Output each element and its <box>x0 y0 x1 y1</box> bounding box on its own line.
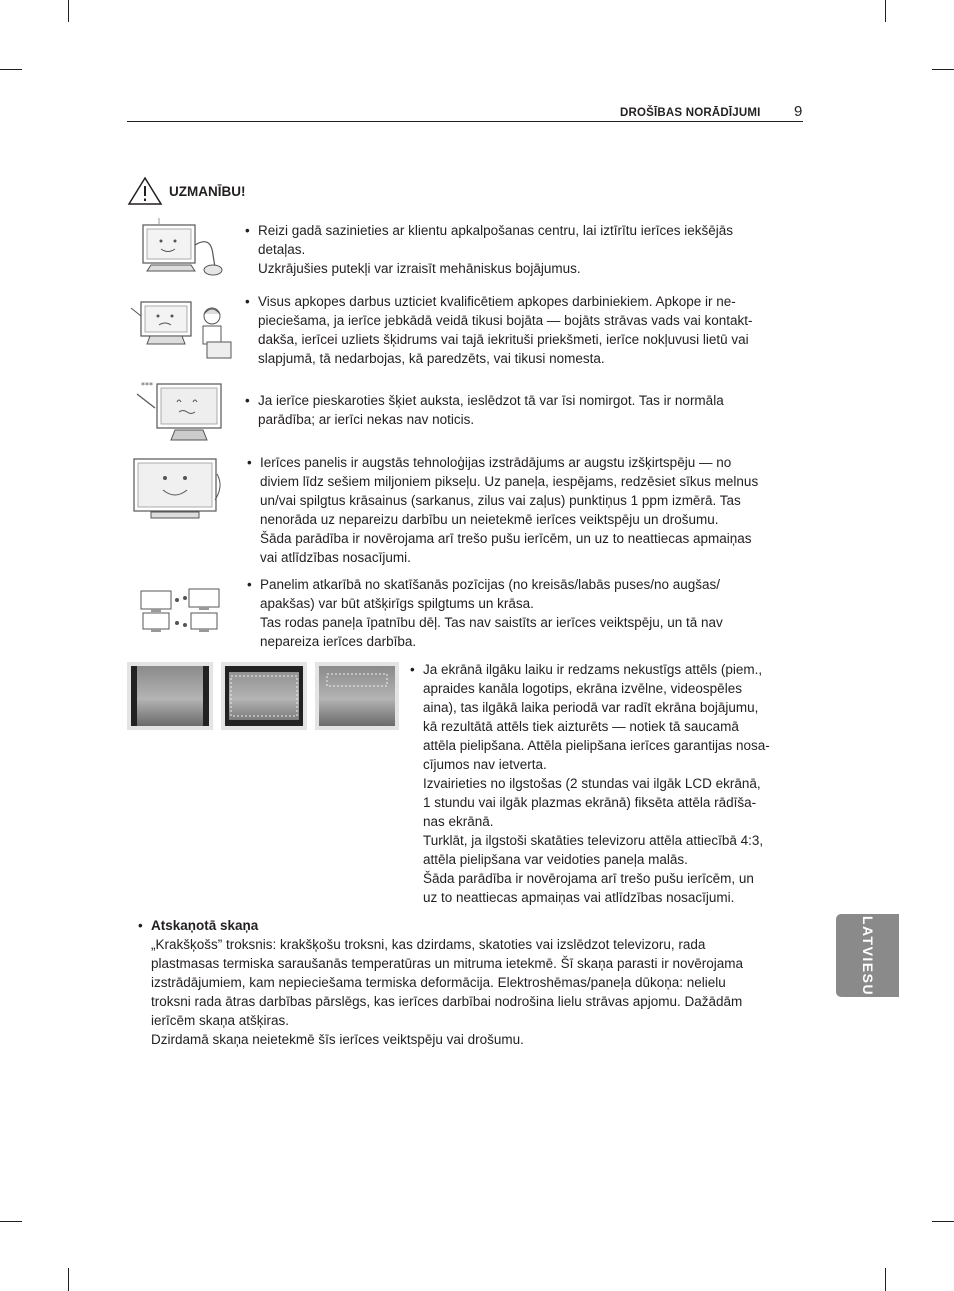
image-sticking-illustration <box>127 662 399 730</box>
item-line: nas ekrānā. <box>423 814 494 829</box>
noise-line: „Krakšķošs” troksnis: krakšķošu troksni, kas dzirdams, skatoties vai izslēdzot televizoru, rada <box>151 937 706 952</box>
caution-item-6 <box>410 660 800 907</box>
item-line: Šāda parādība ir novērojama arī trešo pušu ierīcēm, un <box>423 871 754 886</box>
caution-item-3 <box>245 391 795 429</box>
noise-section <box>138 916 798 1049</box>
item-line: Ja ierīce pieskaroties šķiet auksta, ieslēdzot tā var īsi nomirgot. Tas ir normāla <box>258 393 724 408</box>
caution-item-5 <box>247 575 797 651</box>
item-line: Ierīces panelis ir augstās tehnoloģijas izstrādājums ar augstu izšķirtspēju — no <box>260 455 732 470</box>
page-number: 9 <box>794 103 803 120</box>
caution-item-2 <box>245 292 795 368</box>
item-line: attēla pielipšana var veidoties paneļa malās. <box>423 852 688 867</box>
svg-text:***: *** <box>141 381 153 390</box>
item-line: Izvairieties no ilgstošas (2 stundas vai ilgāk LCD ekrānā, <box>423 776 761 791</box>
item-line: aina), tas ilgākā laika periodā var radīt ekrāna bojājumu, <box>423 700 759 715</box>
bullet: • <box>247 577 252 592</box>
bullet: • <box>410 662 415 677</box>
tv-viewing-angle-illustration <box>137 585 227 637</box>
crop-mark <box>0 1221 22 1222</box>
item-line: dakša, ierīcei uzliets šķidrums vai tajā iekrituši priekšmeti, ierīce nokļuvusi lietū vai <box>258 332 749 347</box>
language-tab <box>836 914 899 997</box>
noise-title: Atskaņotā skaņa <box>151 918 259 933</box>
item-line: attēla pielipšana. Attēla pielipšana ierīces garantijas nosa- <box>423 738 770 753</box>
item-line: Turklāt, ja ilgstoši skatāties televizoru attēla attiecībā 4:3, <box>423 833 764 848</box>
caution-label: UZMANĪBU! <box>169 183 246 199</box>
crop-mark <box>885 0 886 22</box>
item-line: detaļas. <box>258 242 306 257</box>
caution-item-4 <box>247 453 797 567</box>
bullet: • <box>245 223 250 238</box>
tv-cold-illustration <box>131 378 231 443</box>
item-line: Panelim atkarībā no skatīšanās pozīcijas (no kreisās/labās puses/no augšas/ <box>260 577 721 592</box>
item-line: apraides kanāla logotips, ekrāna izvēlne, videospēles <box>423 681 742 696</box>
noise-line: izstrādājumiem, kam nepieciešama termiska deformācija. Elektroshēmas/paneļa dūkoņa: nelielu <box>151 975 726 990</box>
warning-icon <box>127 176 163 206</box>
bullet: • <box>245 294 250 309</box>
crop-mark <box>0 69 22 70</box>
item-line: nepareiza ierīces darbība. <box>260 634 417 649</box>
item-line: Visus apkopes darbus uzticiet kvalificētiem apkopes darbiniekiem. Apkope ir ne- <box>258 294 736 309</box>
crop-mark <box>68 1268 69 1291</box>
item-line: uz to neattiecas apmaiņas vai atlīdzības nosacījumi. <box>423 890 735 905</box>
noise-line: ierīcēm skaņa atšķiras. <box>151 1013 290 1028</box>
crop-mark <box>932 1221 954 1222</box>
item-line: parādība; ar ierīci nekas nav noticis. <box>258 412 475 427</box>
item-line: Reizi gadā sazinieties ar klientu apkalpošanas centru, lai iztīrītu ierīces iekšējās <box>258 223 733 238</box>
item-line: Ja ekrānā ilgāku laiku ir redzams nekustīgs attēls (piem., <box>423 662 763 677</box>
item-line: Šāda parādība ir novērojama arī trešo pušu ierīcēm, un uz to neattiecas apmaiņas <box>260 531 752 546</box>
bullet: • <box>138 918 143 933</box>
crop-mark <box>932 69 954 70</box>
crop-mark <box>68 0 69 22</box>
crop-mark <box>885 1268 886 1291</box>
item-line: Tas rodas paneļa īpatnību dēļ. Tas nav saistīts ar ierīces veiktspēju, un tā nav <box>260 615 723 630</box>
item-line: un/vai spilgtus krāsainus (sarkanus, zilus vai zaļus) punktiņus 1 ppm izmērā. Tas <box>260 493 741 508</box>
noise-line: troksni rada ātras darbības pārslēgs, kas ierīces darbībai nodrošina lielu strāvas apjomu. Dažādām <box>151 994 743 1009</box>
section-title: DROŠĪBAS NORĀDĪJUMI <box>620 107 761 119</box>
item-line: vai atlīdzības nosacījumi. <box>260 550 411 565</box>
language-tab-label: LATVIESU <box>859 915 876 996</box>
item-line: pieciešama, ja ierīce jebkādā veidā tikusi bojāta — bojāts strāvas vads vai kontakt- <box>258 313 753 328</box>
tv-vacuum-illustration <box>133 215 228 280</box>
item-line: slapjumā, tā nedarbojas, kā paredzēts, vai tikusi nomesta. <box>258 351 605 366</box>
item-line: 1 stundu vai ilgāk plazmas ekrānā) fiksēta attēla rādīša- <box>423 795 757 810</box>
caution-item-1 <box>245 221 795 278</box>
header-rule <box>127 121 803 122</box>
tv-repairman-illustration <box>127 296 237 362</box>
item-line: Uzkrājušies putekļi var izraisīt mehāniskus bojājumus. <box>258 261 581 276</box>
item-line: kā rezultātā attēls tiek aizturēts — notiek tā saucamā <box>423 719 739 734</box>
noise-line: Dzirdamā skaņa neietekmē šīs ierīces veiktspēju vai drošumu. <box>151 1032 524 1047</box>
tv-pixels-illustration <box>131 456 226 524</box>
noise-line: plastmasas termiska saraušanās temperatūras un mitruma ietekmē. Šī skaņa parasti ir novērojama <box>151 956 743 971</box>
item-line: cījumos nav ietverta. <box>423 757 547 772</box>
bullet: • <box>247 455 252 470</box>
item-line: nenorāda uz nepareizu darbību un neietekmē ierīces veiktspēju un drošumu. <box>260 512 719 527</box>
item-line: apakšas) var būt atšķirīgs spilgtums un krāsa. <box>260 596 534 611</box>
caution-heading <box>127 176 246 206</box>
item-line: diviem līdz sešiem miljoniem pikseļu. Uz paneļa, iespējams, redzēsiet sīkus melnus <box>260 474 759 489</box>
bullet: • <box>245 393 250 408</box>
